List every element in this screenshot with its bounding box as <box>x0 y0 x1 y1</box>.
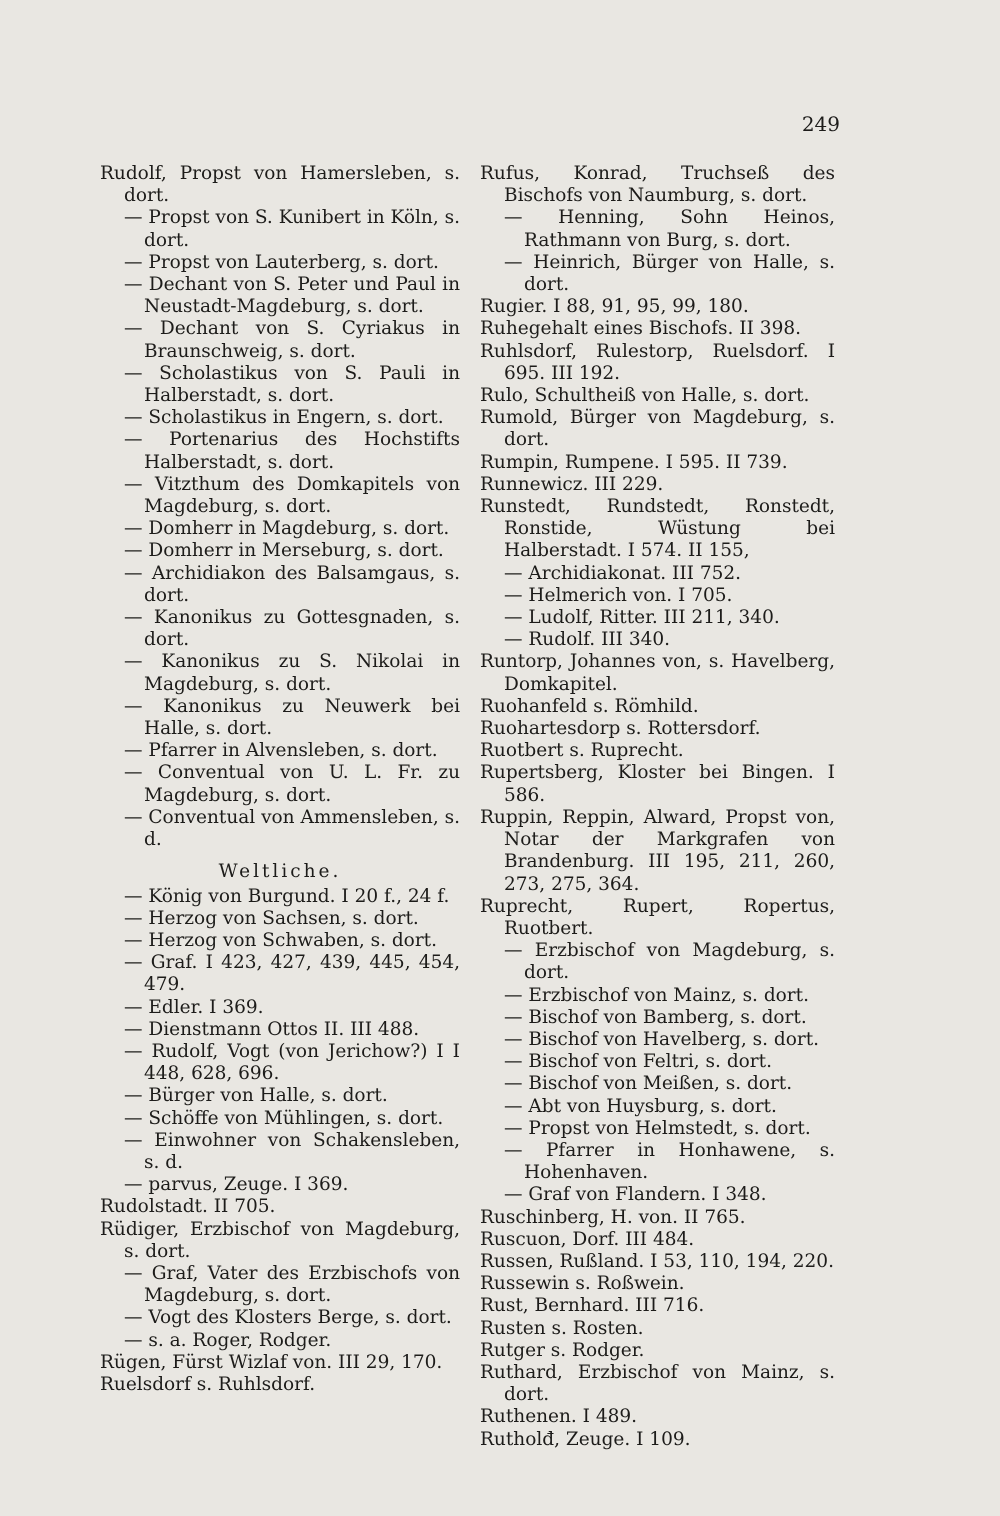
index-entry: Russen, Rußland. I 53, 110, 194, 220. <box>480 1250 834 1272</box>
right-entries <box>480 163 835 1451</box>
index-subentry: — Dienstmann Ottos II. III 488. <box>124 1018 420 1040</box>
index-entry: Ruohartesdorp s. Rottersdorf. <box>480 718 761 740</box>
index-subentry: — Dechant von S. Cyriakus in Braunschweig, s. dort. <box>124 318 460 362</box>
index-subentry: — Bürger von Halle, s. dort. <box>124 1085 388 1107</box>
index-entry: Ruthenen. I 489. <box>480 1406 638 1428</box>
page-number: 249 <box>801 112 840 136</box>
left-entries-secular <box>100 886 460 1397</box>
index-entry: Rupertsberg, Kloster bei Bingen. I 586. <box>480 762 835 806</box>
index-subentry: — Henning, Sohn Heinos, Rathmann von Burg, s. dort. <box>504 207 835 251</box>
index-subentry: — Conventual von U. L. Fr. zu Magdeburg, s. dort. <box>124 762 460 806</box>
index-subentry: — Erzbischof von Magdeburg, s. dort. <box>504 940 835 984</box>
index-entry: Rudolf, Propst von Hamersleben, s. dort. <box>100 163 460 207</box>
index-subentry: — Bischof von Havelberg, s. dort. <box>504 1028 820 1050</box>
index-subentry: — Conventual von Ammensleben, s. d. <box>124 806 460 851</box>
index-subentry: — Schöffe von Mühlingen, s. dort. <box>124 1107 444 1129</box>
index-subentry: — Kanonikus zu Neuwerk bei Halle, s. dort. <box>124 695 460 740</box>
index-subentry: — Abt von Huysburg, s. dort. <box>504 1095 777 1117</box>
index-entry: Russewin s. Roßwein. <box>480 1273 685 1295</box>
index-subentry: — parvus, Zeuge. I 369. <box>124 1174 349 1196</box>
left-entries-ecclesiastical <box>100 163 460 851</box>
index-subentry: — Propst von Lauterberg, s. dort. <box>124 251 439 273</box>
left-column <box>100 163 460 1396</box>
index-entry: Rusten s. Rosten. <box>480 1317 644 1339</box>
index-entry: Ruscuon, Dorf. III 484. <box>480 1228 695 1250</box>
index-subentry: — Herzog von Schwaben, s. dort. <box>124 929 437 951</box>
index-subentry: — Einwohner von Schakensleben, s. d. <box>124 1129 460 1173</box>
index-subentry: — Propst von Helmstedt, s. dort. <box>504 1117 811 1139</box>
index-subentry: — Rudolf. III 340. <box>504 629 671 651</box>
index-subentry: — Ludolf, Ritter. III 211, 340. <box>504 607 780 629</box>
index-subentry: — Pfarrer in Alvensleben, s. dort. <box>124 740 438 762</box>
index-entry: Rudolstadt. II 705. <box>100 1196 276 1218</box>
index-entry: Ruschinberg, H. von. II 765. <box>480 1206 746 1228</box>
right-column <box>480 163 835 1451</box>
index-subentry: — Helmerich von. I 705. <box>504 584 733 606</box>
index-entry: Ruohanfeld s. Römhild. <box>480 695 699 717</box>
index-subentry: — Edler. I 369. <box>124 996 264 1018</box>
index-subentry: — Domherr in Magdeburg, s. dort. <box>124 518 450 540</box>
index-entry: Rutholđ, Zeuge. I 109. <box>480 1428 691 1450</box>
index-subentry: — Pfarrer in Honhawene, s. Hohenhaven. <box>504 1139 835 1184</box>
index-subentry: — Graf. I 423, 427, 439, 445, 454, 479. <box>124 952 460 996</box>
index-subentry: — Propst von S. Kunibert in Köln, s. dort. <box>124 207 460 251</box>
index-entry: Rugier. I 88, 91, 95, 99, 180. <box>480 296 749 318</box>
index-subentry: — Herzog von Sachsen, s. dort. <box>124 907 419 929</box>
index-entry: Ruotbert s. Ruprecht. <box>480 740 684 762</box>
index-entry: Rust, Bernhard. III 716. <box>480 1295 705 1317</box>
index-entry: Rüdiger, Erzbischof von Magdeburg, s. dort. <box>100 1218 460 1262</box>
index-entry: Runtorp, Johannes von, s. Havelberg, Domkapitel. <box>480 651 835 695</box>
index-subentry: — Bischof von Meißen, s. dort. <box>504 1073 793 1095</box>
index-entry: Rulo, Schultheiß von Halle, s. dort. <box>480 385 810 407</box>
index-subentry: — Archidiakonat. III 752. <box>504 562 742 584</box>
index-entry: Runstedt, Rundstedt, Ronstedt, Ronstide, Wüstung bei Halberstadt. I 574. II 155, <box>480 496 835 562</box>
index-subentry: — Kanonikus zu Gottesgnaden, s. dort. <box>124 607 460 651</box>
index-subentry: — König von Burgund. I 20 f., 24 f. <box>124 885 450 907</box>
index-subentry: — Scholastikus in Engern, s. dort. <box>124 407 444 429</box>
index-entry: Rutger s. Rodger. <box>480 1339 645 1361</box>
index-entry: Rufus, Konrad, Truchseß des Bischofs von Naumburg, s. dort. <box>480 163 835 207</box>
index-subentry: — Portenarius des Hochstifts Halberstadt, s. dort. <box>124 429 460 473</box>
index-subentry: — Vitzthum des Domkapitels von Magdeburg, s. dort. <box>124 473 460 518</box>
index-subentry: — Heinrich, Bürger von Halle, s. dort. <box>504 251 835 296</box>
index-entry: Ruelsdorf s. Ruhlsdorf. <box>100 1373 316 1395</box>
index-entry: Ruthard, Erzbischof von Mainz, s. dort. <box>480 1361 835 1406</box>
section-heading-weltliche: Weltliche. <box>218 861 342 883</box>
index-subentry: — Rudolf, Vogt (von Jerichow?) I I 448, 628, 696. <box>124 1040 460 1085</box>
index-subentry: — Dechant von S. Peter und Paul in Neustadt-Magdeburg, s. dort. <box>124 274 460 318</box>
index-entry: Ruhegehalt eines Bischofs. II 398. <box>480 318 801 340</box>
index-subentry: — Bischof von Bamberg, s. dort. <box>504 1006 807 1028</box>
index-subentry: — Vogt des Klosters Berge, s. dort. <box>124 1307 452 1329</box>
index-subentry: — Bischof von Feltri, s. dort. <box>504 1051 772 1073</box>
index-entry: Ruhlsdorf, Rulestorp, Ruelsdorf. I 695. III 192. <box>480 340 835 384</box>
index-subentry: — Scholastikus von S. Pauli in Halberstadt, s. dort. <box>124 362 460 407</box>
index-subentry: — Erzbischof von Mainz, s. dort. <box>504 984 809 1006</box>
index-subentry: — s. a. Roger, Rodger. <box>124 1329 332 1351</box>
index-subentry: — Domherr in Merseburg, s. dort. <box>124 540 444 562</box>
index-subentry: — Graf, Vater des Erzbischofs von Magdeburg, s. dort. <box>124 1262 460 1307</box>
index-entry: Ruppin, Reppin, Alward, Propst von, Notar der Markgrafen von Brandenburg. III 195, 211, 260, 273, 275, 364. <box>480 806 835 895</box>
index-entry: Rumold, Bürger von Magdeburg, s. dort. <box>480 407 835 451</box>
index-subentry: — Archidiakon des Balsamgaus, s. dort. <box>124 562 460 606</box>
index-subentry: — Kanonikus zu S. Nikolai in Magdeburg, s. dort. <box>124 651 460 695</box>
index-entry: Rügen, Fürst Wizlaf von. III 29, 170. <box>100 1351 443 1373</box>
index-subentry: — Graf von Flandern. I 348. <box>504 1184 767 1206</box>
index-entry: Ruprecht, Rupert, Ropertus, Ruotbert. <box>480 895 835 939</box>
index-entry: Runnewicz. III 229. <box>480 473 664 495</box>
index-entry: Rumpin, Rumpene. I 595. II 739. <box>480 451 788 473</box>
